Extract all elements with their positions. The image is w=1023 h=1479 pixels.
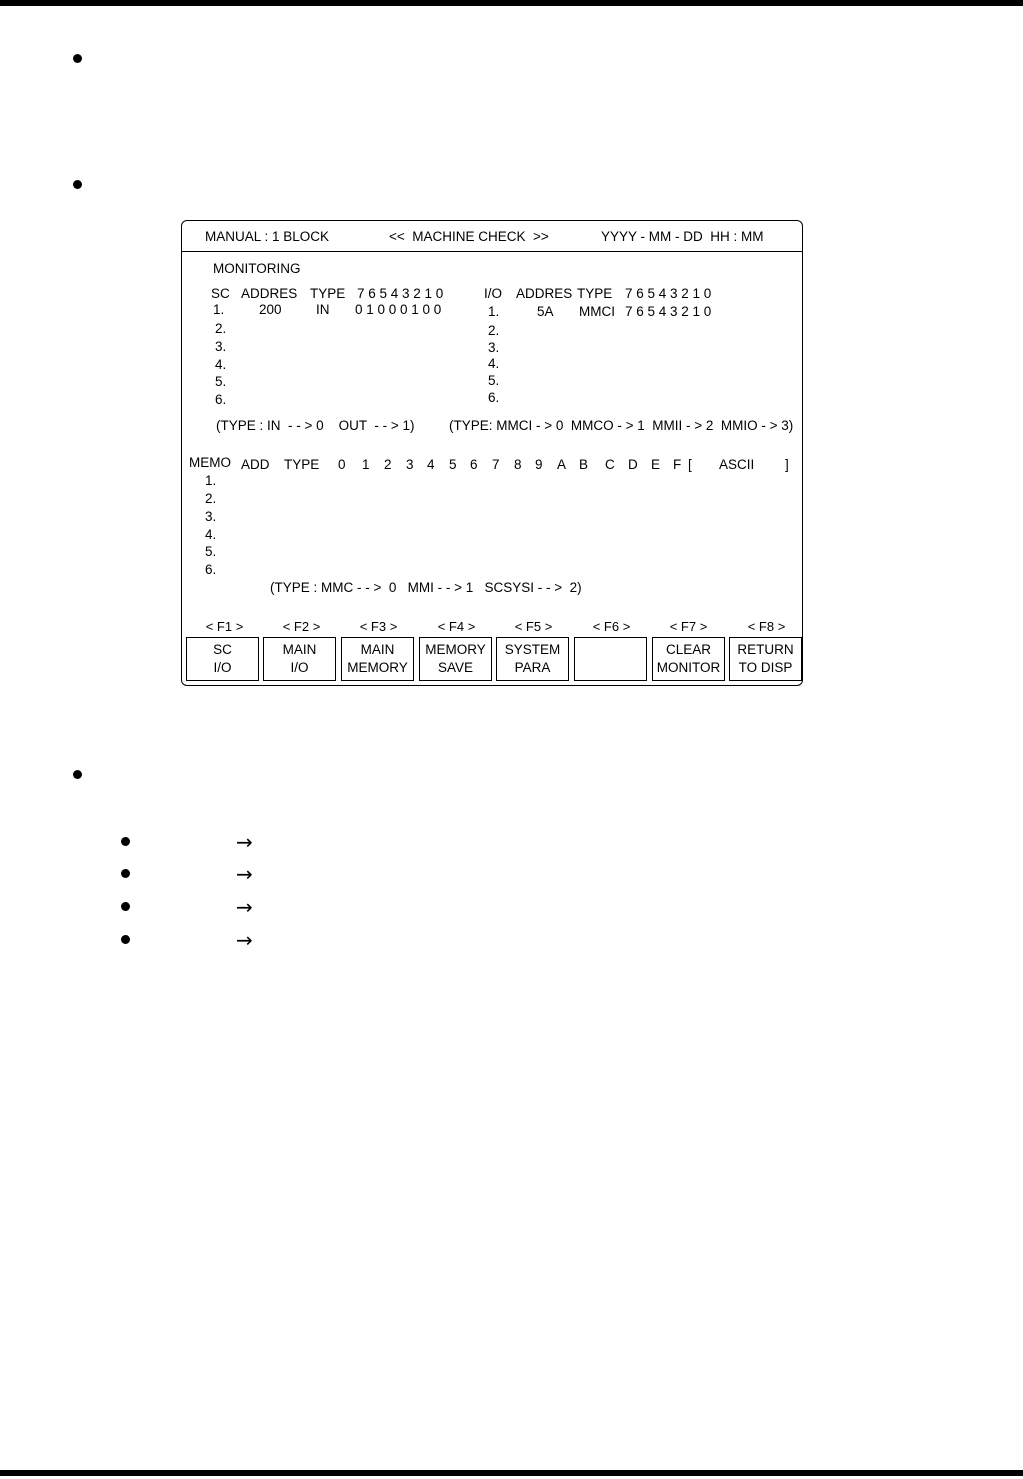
f1-line2: I/O: [213, 660, 232, 675]
arrow-right-icon: →: [236, 895, 253, 919]
arrow-right-icon: →: [236, 830, 253, 854]
io-row-no: 6.: [488, 390, 500, 405]
memo-header-add: ADD: [241, 457, 270, 472]
arrow-right-icon: →: [236, 862, 253, 886]
io-row-no: 5.: [488, 373, 500, 388]
screen-title: << MACHINE CHECK >>: [389, 229, 549, 244]
memo-header-col: 2: [384, 457, 392, 472]
sc-row-no: 2.: [215, 321, 227, 336]
f7-line1: CLEAR: [665, 642, 711, 657]
memo-header-col: 3: [406, 457, 414, 472]
fkey-label-f1: < F1 >: [205, 619, 244, 634]
memo-type-note: (TYPE : MMC - - > 0 MMI - - > 1 SCSYSI - - > 2): [270, 580, 582, 595]
f5-line1: SYSTEM: [504, 642, 561, 657]
f3-line2: MEMORY: [347, 660, 408, 675]
machine-check-screen: [181, 220, 803, 686]
bullet-icon: [121, 837, 130, 846]
f7-line2: MONITOR: [656, 660, 721, 675]
fkey-label-f7: < F7 >: [669, 619, 708, 634]
memo-header-memo: MEMO: [189, 455, 231, 470]
bullet-icon: [121, 869, 130, 878]
memo-header-col: A: [557, 457, 567, 472]
sc-header-sc: SC: [211, 286, 230, 301]
io-row-type[interactable]: MMCI: [579, 304, 615, 319]
page-top-rule: [0, 0, 1023, 6]
f4-line2: SAVE: [437, 660, 473, 675]
io-type-note: (TYPE: MMCI - > 0 MMCO - > 1 MMII - > 2 MMIO - > 3): [449, 418, 794, 433]
sc-row-no: 3.: [215, 339, 227, 354]
io-header-bits: 7 6 5 4 3 2 1 0: [625, 286, 712, 301]
sc-type-note: (TYPE : IN - - > 0 OUT - - > 1): [216, 418, 415, 433]
f6-blank-button[interactable]: [574, 637, 647, 681]
io-row-bits: 7 6 5 4 3 2 1 0: [625, 304, 712, 319]
memo-row-no: 2.: [205, 491, 217, 506]
bullet-icon: [73, 54, 82, 63]
fkey-label-f8: < F8 >: [747, 619, 786, 634]
sc-row-address[interactable]: 200: [259, 302, 282, 317]
memo-header-col: 8: [514, 457, 522, 472]
memo-row-no: 1.: [205, 473, 217, 488]
io-header-type: TYPE: [577, 286, 613, 301]
memo-header-col: C: [605, 457, 615, 472]
memo-header-col: 6: [470, 457, 478, 472]
sc-row-bits: 0 1 0 0 0 1 0 0: [355, 302, 442, 317]
memo-header-bracket-open: [: [688, 457, 692, 472]
io-row-no: 2.: [488, 323, 500, 338]
f1-sc-io-button[interactable]: [186, 637, 259, 681]
io-row-no: 1.: [488, 304, 500, 319]
memo-header-col: 7: [492, 457, 500, 472]
sc-header-type: TYPE: [310, 286, 346, 301]
f3-main-memory-button[interactable]: [341, 637, 414, 681]
fkey-label-f3: < F3 >: [359, 619, 398, 634]
memo-header-col: 1: [362, 457, 370, 472]
bullet-icon: [121, 935, 130, 944]
bullet-icon: [73, 770, 82, 779]
f8-line1: RETURN: [737, 642, 794, 657]
io-row-no: 3.: [488, 340, 500, 355]
sc-row-no: 5.: [215, 374, 227, 389]
arrow-right-icon: →: [236, 928, 253, 952]
f8-line2: TO DISP: [738, 660, 793, 675]
sc-row-no: 4.: [215, 357, 227, 372]
memo-header-col: D: [628, 457, 638, 472]
fkey-label-f2: < F2 >: [282, 619, 321, 634]
sc-row-type[interactable]: IN: [316, 302, 330, 317]
f2-line1: MAIN: [282, 642, 317, 657]
io-row-address[interactable]: 5A: [537, 304, 554, 319]
sc-header-bits: 7 6 5 4 3 2 1 0: [357, 286, 444, 301]
f5-line2: PARA: [514, 660, 551, 675]
datetime-display: YYYY - MM - DD HH : MM: [601, 229, 764, 244]
memo-row-no: 5.: [205, 544, 217, 559]
memo-header-col: F: [673, 457, 682, 472]
f7-clear-monitor-button[interactable]: [652, 637, 725, 681]
f1-line1: SC: [213, 642, 232, 657]
page-bottom-rule: [0, 1470, 1023, 1476]
memo-header-type: TYPE: [284, 457, 320, 472]
bullet-icon: [121, 902, 130, 911]
memo-header-ascii: ASCII: [719, 457, 755, 472]
io-row-no: 4.: [488, 356, 500, 371]
memo-header-col: 9: [535, 457, 543, 472]
memo-row-no: 6.: [205, 562, 217, 577]
memo-header-col: B: [579, 457, 589, 472]
memo-header-bracket-close: ]: [785, 457, 789, 472]
fkey-label-f5: < F5 >: [514, 619, 553, 634]
io-header-io: I/O: [484, 286, 503, 301]
section-title: MONITORING: [213, 261, 301, 276]
memo-header-col: 0: [338, 457, 346, 472]
header-divider: [182, 251, 802, 252]
f3-line1: MAIN: [360, 642, 395, 657]
fkey-label-f6: < F6 >: [592, 619, 631, 634]
bullet-icon: [73, 180, 82, 189]
f8-return-to-disp-button[interactable]: [729, 637, 802, 681]
mode-indicator: MANUAL : 1 BLOCK: [205, 229, 330, 244]
memo-header-col: 4: [427, 457, 435, 472]
f2-line2: I/O: [290, 660, 309, 675]
io-header-address: ADDRES: [516, 286, 573, 301]
memo-row-no: 3.: [205, 509, 217, 524]
memo-header-col: 5: [449, 457, 457, 472]
f4-line1: MEMORY: [425, 642, 486, 657]
f2-main-io-button[interactable]: [263, 637, 336, 681]
f5-system-para-button[interactable]: [496, 637, 569, 681]
f4-memory-save-button[interactable]: [419, 637, 492, 681]
sc-header-address: ADDRES: [241, 286, 298, 301]
memo-row-no: 4.: [205, 527, 217, 542]
memo-header-col: E: [651, 457, 661, 472]
sc-row-no: 6.: [215, 392, 227, 407]
sc-row-no: 1.: [213, 302, 225, 317]
fkey-label-f4: < F4 >: [437, 619, 476, 634]
